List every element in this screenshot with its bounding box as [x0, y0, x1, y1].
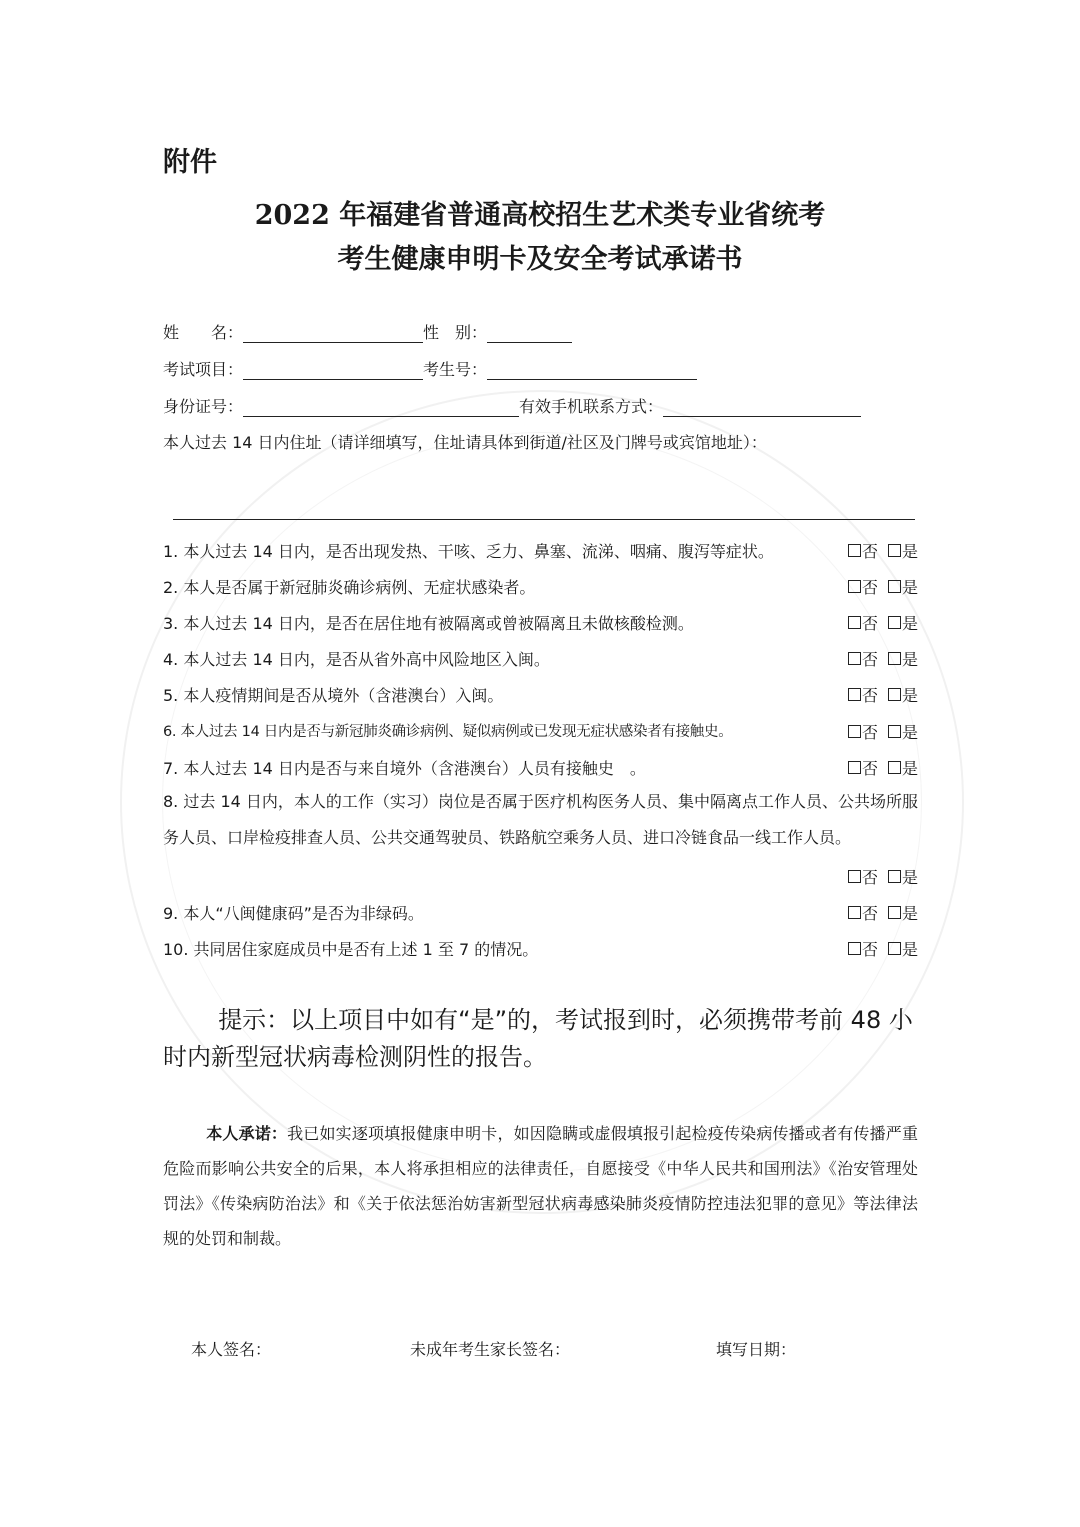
option-yes[interactable]: 是	[888, 647, 918, 670]
field-row-exam	[163, 357, 697, 380]
exam-number-label: 考生号：	[423, 360, 488, 379]
option-no[interactable]: 否	[848, 756, 878, 779]
checkbox-icon	[848, 725, 861, 738]
option-no[interactable]: 否	[848, 901, 878, 924]
option-yes[interactable]: 是	[888, 575, 918, 598]
question-text: 5. 本人疫情期间是否从境外（含港澳台）入闽。	[163, 686, 504, 705]
option-yes[interactable]: 是	[888, 901, 918, 924]
address-field[interactable]	[173, 519, 915, 520]
exam-item-label: 考试项目：	[163, 360, 244, 379]
gender-field[interactable]	[487, 324, 572, 343]
question-text: 3. 本人过去 14 日内，是否在居住地有被隔离或曾被隔离且未做核酸检测。	[163, 614, 694, 633]
signature-guardian[interactable]: 未成年考生家长签名：	[410, 1340, 571, 1359]
checkbox-icon	[888, 688, 901, 701]
option-yes[interactable]: 是	[888, 720, 918, 743]
name-field[interactable]	[243, 324, 423, 343]
checkbox-icon	[888, 725, 901, 738]
option-yes[interactable]: 是	[888, 756, 918, 779]
checkbox-icon	[848, 761, 861, 774]
exam-item-field[interactable]	[243, 361, 423, 380]
signature-date[interactable]: 填写日期：	[716, 1340, 797, 1359]
option-no[interactable]: 否	[848, 611, 878, 634]
id-number-label: 身份证号：	[163, 397, 244, 416]
checkbox-icon	[888, 544, 901, 557]
gender-label: 性 别：	[423, 323, 488, 342]
phone-label: 有效手机联系方式：	[519, 397, 664, 416]
option-no[interactable]: 否	[848, 937, 878, 960]
option-yes[interactable]: 是	[888, 865, 918, 888]
checkbox-icon	[848, 906, 861, 919]
option-no[interactable]: 否	[848, 865, 878, 888]
address-prompt: 本人过去 14 日内住址（请详细填写，住址请具体到街道/社区及门牌号或宾馆地址）：	[163, 433, 767, 452]
page-title: 2022 年福建省普通高校招生艺术类专业省统考	[254, 200, 826, 231]
checkbox-icon	[888, 942, 901, 955]
promise-paragraph	[163, 1116, 918, 1256]
checkbox-icon	[848, 652, 861, 665]
question-text: 8. 过去 14 日内，本人的工作（实习）岗位是否属于医疗机构医务人员、集中隔离点工作人员、公共场所服务人员、口岸检疫排查人员、公共交通驾驶员、铁路航空乘务人员、进口冷链食品一线工作人员。	[163, 792, 918, 847]
checkbox-icon	[848, 580, 861, 593]
signature-self[interactable]: 本人签名：	[191, 1340, 272, 1359]
field-row-id-phone	[163, 394, 861, 417]
checkbox-icon	[848, 870, 861, 883]
hint-notice: 提示：以上项目中如有“是”的，考试报到时，必须携带考前 48 小时内新型冠状病毒检测阴性的报告。	[163, 1006, 913, 1071]
question-text: 1. 本人过去 14 日内，是否出现发热、干咳、乏力、鼻塞、流涕、咽痛、腹泻等症状。	[163, 542, 774, 561]
id-number-field[interactable]	[243, 398, 519, 417]
option-yes[interactable]: 是	[888, 611, 918, 634]
option-yes[interactable]: 是	[888, 937, 918, 960]
attachment-label: 附件	[163, 147, 217, 178]
phone-field[interactable]	[663, 398, 861, 417]
question-text: 6. 本人过去 14 日内是否与新冠肺炎确诊病例、疑似病例或已发现无症状感染者有接触史。	[163, 724, 733, 740]
promise-text: 我已如实逐项填报健康申明卡，如因隐瞒或虚假填报引起检疫传染病传播或者有传播严重危险而影响公共安全的后果，本人将承担相应的法律责任，自愿接受《中华人民共和国刑法》《治安管理处罚法》《传染病防治法》和《关于依法惩治妨害新型冠状病毒感染肺炎疫情防控违法犯罪的意见》等法律法规的处罚和制裁。	[163, 1124, 918, 1248]
checkbox-icon	[888, 761, 901, 774]
option-yes[interactable]: 是	[888, 683, 918, 706]
promise-label: 本人承诺：	[206, 1124, 288, 1143]
checkbox-icon	[888, 870, 901, 883]
page-subtitle: 考生健康申明卡及安全考试承诺书	[337, 244, 743, 275]
checkbox-icon	[888, 580, 901, 593]
checkbox-icon	[848, 616, 861, 629]
field-row-name-gender	[163, 320, 572, 343]
option-no[interactable]: 否	[848, 683, 878, 706]
question-text: 2. 本人是否属于新冠肺炎确诊病例、无症状感染者。	[163, 578, 536, 597]
option-no[interactable]: 否	[848, 539, 878, 562]
checkbox-icon	[888, 616, 901, 629]
name-label: 姓 名：	[163, 323, 244, 342]
checkbox-icon	[848, 544, 861, 557]
question-text: 9. 本人“八闽健康码”是否为非绿码。	[163, 904, 424, 923]
checkbox-icon	[848, 688, 861, 701]
option-no[interactable]: 否	[848, 647, 878, 670]
checkbox-icon	[888, 906, 901, 919]
question-text: 4. 本人过去 14 日内，是否从省外高中风险地区入闽。	[163, 650, 550, 669]
option-no[interactable]: 否	[848, 575, 878, 598]
question-text: 7. 本人过去 14 日内是否与来自境外（含港澳台）人员有接触史 。	[163, 759, 646, 778]
question-8	[163, 784, 918, 856]
option-no[interactable]: 否	[848, 720, 878, 743]
question-text: 10. 共同居住家庭成员中是否有上述 1 至 7 的情况。	[163, 940, 539, 959]
option-yes[interactable]: 是	[888, 539, 918, 562]
checkbox-icon	[888, 652, 901, 665]
exam-number-field[interactable]	[487, 361, 697, 380]
checkbox-icon	[848, 942, 861, 955]
